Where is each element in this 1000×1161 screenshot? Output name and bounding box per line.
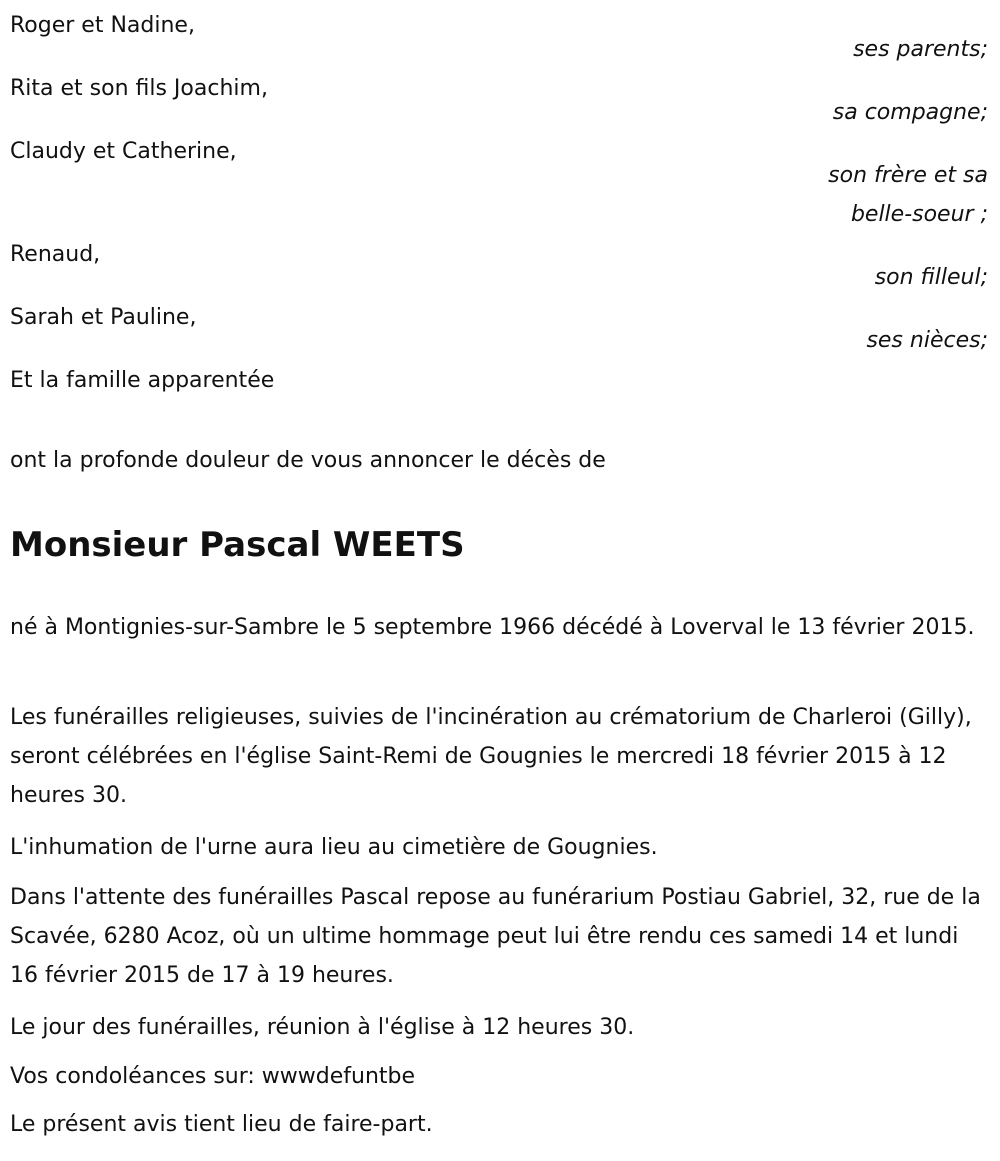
family-member-name: Claudy et Catherine, <box>10 139 237 164</box>
burial-paragraph: L'inhumation de l'urne aura lieu au cimetière de Gougnies. <box>10 835 658 860</box>
birth-death-paragraph: né à Montignies-sur-Sambre le 5 septembre 1966 décédé à Loverval le 13 février 2015. <box>10 615 975 640</box>
family-member-name: Renaud, <box>10 242 101 267</box>
meeting-paragraph: Le jour des funérailles, réunion à l'église à 12 heures 30. <box>10 1015 635 1040</box>
family-member-name: Rita et son fils Joachim, <box>10 76 268 101</box>
announcement-text: ont la profonde douleur de vous annoncer le décès de <box>10 448 606 473</box>
family-relation: ses parents; <box>853 37 988 62</box>
family-member-name: Sarah et Pauline, <box>10 305 197 330</box>
condolences-paragraph: Vos condoléances sur: wwwdefuntbe <box>10 1064 416 1089</box>
family-relation: son frère et sa <box>828 163 988 188</box>
family-relation: belle-soeur ; <box>850 202 988 227</box>
family-relation: son filleul; <box>874 265 988 290</box>
funeral-paragraph: Les funérailles religieuses, suivies de l'incinération au crématorium de Charleroi (Gilly), seront célébrées en l'église Saint-Remi de Gougnies le mercredi 18 février 2015 à 12 heures 30. <box>10 705 972 808</box>
family-member-name: Roger et Nadine, <box>10 13 195 38</box>
notice-paragraph: Le présent avis tient lieu de faire-part. <box>10 1112 433 1137</box>
funerarium-paragraph: Dans l'attente des funérailles Pascal repose au funérarium Postiau Gabriel, 32, rue de la Scavée, 6280 Acoz, où un ultime hommage peut lui être rendu ces samedi 14 et lundi 16 février 2015 de 17 à 19 heures. <box>10 885 981 988</box>
family-relation: sa compagne; <box>832 100 988 125</box>
family-relation: ses nièces; <box>866 328 988 353</box>
family-member-name: Et la famille apparentée <box>10 368 275 393</box>
deceased-name: Monsieur Pascal WEETS <box>10 525 465 565</box>
